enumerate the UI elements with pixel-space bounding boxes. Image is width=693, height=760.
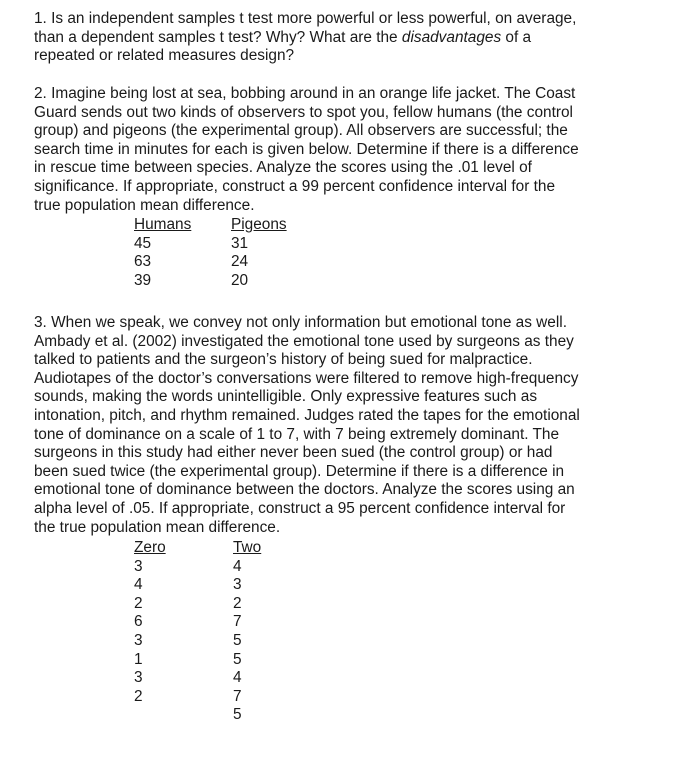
q3-line-8: surgeons in this study had either never been sued (the control group) or had <box>34 444 553 462</box>
q3-two-value: 4 <box>233 669 242 687</box>
q3-two-value: 2 <box>233 594 242 612</box>
q3-line-11: alpha level of .05. If appropriate, construct a 95 percent confidence interval for <box>34 499 566 517</box>
q2-line-3: group) and pigeons (the experimental group). All observers are successful; the <box>34 122 568 140</box>
q2-humans-value: 39 <box>134 271 152 289</box>
q1-line-3: repeated or related measures design? <box>34 47 295 65</box>
q2-column-humans <box>134 216 191 290</box>
q3-zero-value: 3 <box>134 669 143 687</box>
q2-column-pigeons <box>231 216 287 290</box>
q1-emphasis: disadvantages <box>401 28 502 46</box>
q3-two-value: 5 <box>233 706 242 724</box>
q3-line-3: talked to patients and the surgeon’s history of being sued for malpractice. <box>34 351 533 369</box>
q3-zero-value: 2 <box>134 687 143 705</box>
q3-column-zero <box>134 539 166 706</box>
q3-line-6: intonation, pitch, and rhythm remained. Judges rated the tapes for the emotional <box>34 406 580 424</box>
q3-zero-value: 1 <box>134 650 143 668</box>
q2-line-1: 2. Imagine being lost at sea, bobbing around in an orange life jacket. The Coast <box>34 85 576 102</box>
q3-line-2: Ambady et al. (2002) investigated the emotional tone used by surgeons as they <box>34 332 574 350</box>
q1-line-2-tail: of a <box>501 28 532 46</box>
q3-line-12: the true population mean difference. <box>34 518 281 536</box>
q3-line-4: Audiotapes of the doctor’s conversations were filtered to remove high-frequency <box>34 369 579 387</box>
q3-zero-value: 6 <box>134 613 143 631</box>
q3-header-zero: Zero <box>134 539 166 556</box>
q2-header-humans: Humans <box>134 216 192 233</box>
q3-line-1: 3. When we speak, we convey not only information but emotional tone as well. <box>34 314 567 331</box>
q2-line-6: significance. If appropriate, construct a 99 percent confidence interval for the <box>34 177 556 195</box>
q3-line-9: been sued twice (the experimental group). Determine if there is a difference in <box>34 462 565 480</box>
q3-two-value: 7 <box>233 687 242 705</box>
q3-zero-value: 3 <box>134 631 143 649</box>
q1-line-2-text: than a dependent samples t test? Why? What are the <box>34 28 402 46</box>
q3-two-value: 7 <box>233 613 242 631</box>
q2-line-5: in rescue time between species. Analyze the scores using the .01 level of <box>34 159 532 177</box>
q2-humans-value: 63 <box>134 253 152 271</box>
q3-two-value: 4 <box>233 557 242 575</box>
q2-pigeons-value: 24 <box>231 253 249 271</box>
q2-line-7: true population mean difference. <box>34 196 255 214</box>
q2-humans-value: 45 <box>134 234 152 252</box>
q2-header-pigeons: Pigeons <box>231 216 287 233</box>
q3-two-value: 5 <box>233 650 242 668</box>
q2-pigeons-value: 31 <box>231 234 249 252</box>
q3-two-value: 3 <box>233 576 242 594</box>
q3-column-two <box>233 539 261 725</box>
q3-zero-value: 2 <box>134 594 143 612</box>
q3-two-value: 5 <box>233 631 242 649</box>
q3-header-two: Two <box>233 539 262 556</box>
q3-zero-value: 3 <box>134 557 143 575</box>
q2-pigeons-value: 20 <box>231 271 249 289</box>
q3-line-5: sounds, making the words unintelligible. Only expressive features such as <box>34 388 538 406</box>
q2-line-4: search time in minutes for each is given below. Determine if there is a difference <box>34 140 579 158</box>
question-2 <box>34 85 674 215</box>
q2-line-2: Guard sends out two kinds of observers to spot you, fellow humans (the control <box>34 103 573 121</box>
question-3 <box>34 314 674 537</box>
question-1 <box>34 10 674 66</box>
q1-line-2 <box>34 29 674 48</box>
q3-line-10: emotional tone of dominance between the doctors. Analyze the scores using an <box>34 481 575 499</box>
q1-line-1: 1. Is an independent samples t test more powerful or less powerful, on average, <box>34 10 577 27</box>
q3-line-7: tone of dominance on a scale of 1 to 7, with 7 being extremely dominant. The <box>34 425 560 443</box>
q3-zero-value: 4 <box>134 576 143 594</box>
